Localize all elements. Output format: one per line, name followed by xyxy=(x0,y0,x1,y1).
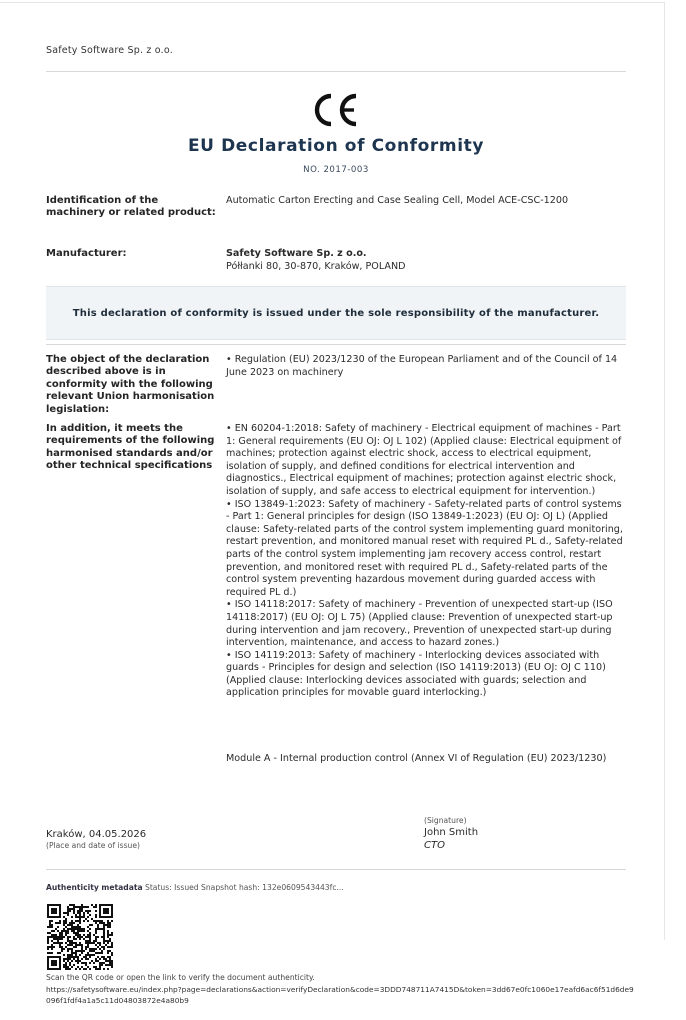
verification-link[interactable]: https://safetysoftware.eu/index.php?page=declarations&action=verifyDeclaration&code=3DDD748711A7415D&token=3dd67e0fc1060e17eafd6ac6f51d6de9096f1fdf4a1a5c11d04803872e4a80b9 xyxy=(46,985,634,1005)
signatory-role: CTO xyxy=(424,840,445,851)
standard-item: • ISO 14119:2013: Safety of machinery - Interlocking devices associated with guards - Principles for design and selection (ISO 14119:2013) (EU OJ: OJ C 110) (Applied clause: Interlocking devices associated with guards; selection and application principles for movable guard interlocking.) xyxy=(226,649,606,699)
qr-code[interactable] xyxy=(47,904,113,970)
section-divider xyxy=(46,344,626,345)
company-header: Safety Software Sp. z o.o. xyxy=(46,45,173,56)
responsibility-notice: This declaration of conformity is issued under the sole responsibility of the manufacturer. xyxy=(46,286,626,340)
ce-mark xyxy=(0,92,672,132)
place-date: Kraków, 04.05.2026 xyxy=(46,829,147,840)
standard-item: • ISO 13849-1:2023: Safety of machinery - Safety-related parts of control systems - Part 1: General principles for design (ISO 13849-1:2023) (EU OJ: OJ L) (Applied clause: Safety-related parts of the control system implementing guard monitoring, restart prevention, and monitored manual reset with required PL d., Safety-related parts of the control system implementing jam recovery access control, restart prevention, and monitored reset with required PL d., Safety-related parts of the control system preventing hazardous movement during guarded access with required PL d.) xyxy=(226,498,623,598)
manufacturer-address: Półłanki 80, 30-870, Kraków, POLAND xyxy=(226,260,406,272)
document-title: EU Declaration of Conformity xyxy=(187,136,485,156)
standard-item: • EN 60204-1:2018: Safety of machinery - Electrical equipment of machines - Part 1: General requirements (EU OJ: OJ L 102) (Applied clause: Electrical equipment of machines; protection against electric shock, access to electrical equipment, isolation of supply, and defined conditions for electrical intervention and diagnostics., Electrical equipment of machines; protection against electric shock, isolation of supply, and safe access to electrical equipment for intervention.) xyxy=(226,423,622,497)
document-number: NO. 2017-003 xyxy=(303,165,369,175)
ce-mark-icon xyxy=(312,92,360,128)
place-date-caption: (Place and date of issue) xyxy=(46,841,141,850)
footer-divider xyxy=(46,869,626,870)
authenticity-metadata xyxy=(46,883,344,892)
qr-instruction: Scan the QR code or open the link to verify the document authenticity. xyxy=(46,973,315,982)
manufacturer-label: Manufacturer: xyxy=(46,248,127,259)
manufacturer-name: Safety Software Sp. z o.o. xyxy=(226,248,367,259)
legislation-label: The object of the declaration described above is in conformity with the following relevant Union harmonisation legislation: xyxy=(46,354,215,415)
identification-value: Automatic Carton Erecting and Case Sealing Cell, Model ACE-CSC-1200 xyxy=(226,195,569,206)
standard-item: • ISO 14118:2017: Safety of machinery - Prevention of unexpected start-up (ISO 14118:2017) (EU OJ: OJ L 75) (Applied clause: Prevention of unexpected start-up during intervention and jam recovery., Prevention of unexpected start-up during intervention, maintenance, and access to hazard zones.) xyxy=(226,599,613,649)
legislation-list xyxy=(226,354,626,379)
identification-label: Identification of the machinery or related product: xyxy=(46,195,216,219)
legislation-item: • Regulation (EU) 2023/1230 of the European Parliament and of the Council of 14 June 2023 on machinery xyxy=(226,354,618,378)
manufacturer-value xyxy=(226,248,626,273)
metadata-label: Authenticity metadata xyxy=(46,883,143,892)
metadata-text: Status: Issued Snapshot hash: 132e0609543443fc... xyxy=(145,883,344,892)
standards-list xyxy=(226,423,626,700)
signatory-name: John Smith xyxy=(424,827,479,838)
signature-caption: (Signature) xyxy=(424,816,467,825)
standards-label: In addition, it meets the requirements of the following harmonised standards and/or other technical specifications xyxy=(46,423,215,472)
header-divider xyxy=(46,71,626,72)
conformity-module: Module A - Internal production control (Annex VI of Regulation (EU) 2023/1230) xyxy=(226,753,607,764)
page-edge-top xyxy=(0,2,664,3)
